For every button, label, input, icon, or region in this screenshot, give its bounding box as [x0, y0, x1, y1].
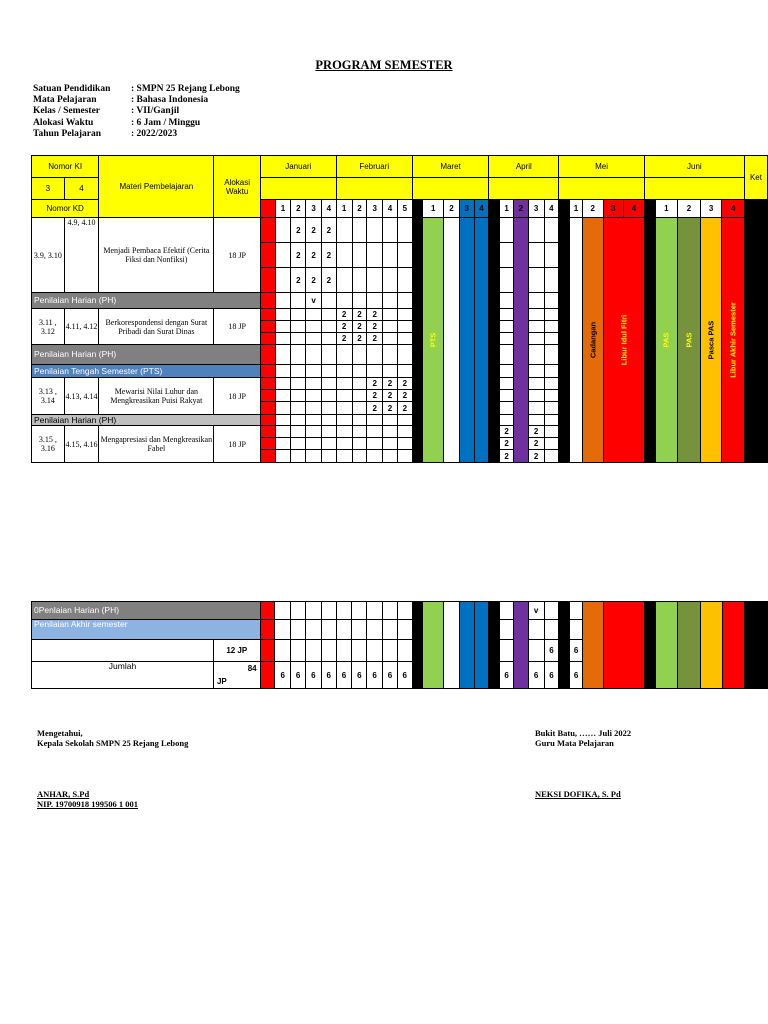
jp-mark: 2 — [321, 218, 336, 243]
jp-mark: 2 — [528, 426, 544, 438]
jp-mark: 2 — [528, 438, 544, 450]
left-signer-nip: NIP. 19700918 199506 1 001 — [37, 799, 138, 809]
six-mark: 6 — [544, 662, 559, 689]
jp-mark: 2 — [397, 378, 412, 390]
info-value: : VII/Ganjil — [131, 106, 180, 117]
kd4-cell: 4.11, 4.12 — [64, 309, 99, 345]
jp12-cell: 12 JP — [213, 640, 260, 662]
libur-akhir-semester-label: Libur Akhir Semester — [728, 302, 738, 378]
jp-mark: 2 — [336, 333, 352, 345]
materi-header: Materi Pembelajaran — [99, 156, 214, 218]
jp-cell: 18 JP — [214, 426, 261, 463]
info-label: Satuan Pendidikan — [33, 84, 111, 94]
week-number: 1 — [423, 200, 444, 218]
month-juni: Juni — [644, 156, 744, 178]
week-number: 3 — [459, 200, 474, 218]
jp-mark: 2 — [336, 321, 352, 333]
week-number: 1 — [570, 200, 583, 218]
ki4-header: 4 — [64, 178, 99, 200]
six-mark: 6 — [367, 662, 383, 689]
jp-mark: 2 — [291, 268, 306, 293]
materi-cell: Mengapresiasi dan Mengkreasikan Fabel — [99, 426, 214, 463]
left-signature — [37, 728, 188, 748]
six-mark: 6 — [291, 662, 306, 689]
week-number: 1 — [655, 200, 678, 218]
week-number: 3 — [528, 200, 544, 218]
six-mark: 6 — [275, 662, 291, 689]
jp-mark: 2 — [500, 426, 514, 438]
check-mark: v — [528, 602, 544, 620]
jp-mark: 2 — [291, 218, 306, 243]
info-value: : SMPN 25 Rejang Lebong — [131, 84, 240, 94]
jp-mark: 2 — [336, 309, 352, 321]
jp-mark: 2 — [306, 243, 322, 268]
kd3-cell: 3.9, 3.10 — [32, 218, 65, 293]
six-mark: 6 — [544, 640, 559, 662]
right-signer — [535, 789, 621, 799]
materi-cell: Menjadi Pembaca Efektif (Cerita Fiksi dan Nonfiksi) — [99, 218, 214, 293]
jp-mark: 2 — [528, 450, 544, 463]
summary-table — [31, 601, 768, 689]
penilaian-harian-row: Penilaian Harian (PH) — [32, 345, 261, 365]
jp-mark: 2 — [367, 390, 383, 402]
penilaian-harian-row: Penilaian Harian (PH) — [32, 415, 261, 426]
week-number: 4 — [474, 200, 489, 218]
materi-cell: Mewarisi Nilai Luhur dan Mengkreasikan Puisi Rakyat — [99, 378, 214, 415]
page-title: PROGRAM SEMESTER — [315, 58, 453, 72]
ki3-header: 3 — [32, 178, 65, 200]
jp-mark: 2 — [397, 390, 412, 402]
jp-mark: 2 — [291, 243, 306, 268]
week-number: 4 — [321, 200, 336, 218]
jp84-unit: JP — [216, 677, 227, 686]
info-label: Kelas / Semester — [33, 106, 101, 117]
six-mark: 6 — [397, 662, 412, 689]
week-number: 1 — [275, 200, 291, 218]
left-sig-line2: Kepala Sekolah SMPN 25 Rejang Lebong — [37, 738, 189, 748]
six-mark: 6 — [383, 662, 398, 689]
month-januari: Januari — [260, 156, 336, 178]
week-number: 4 — [624, 200, 645, 218]
week-number: 3 — [306, 200, 322, 218]
week-number: 2 — [444, 200, 460, 218]
six-mark: 6 — [352, 662, 367, 689]
ket-header: Ket — [744, 156, 767, 200]
week-number: 2 — [291, 200, 306, 218]
info-label: Tahun Pelajaran — [33, 128, 102, 139]
jp-mark: 2 — [500, 438, 514, 450]
kd4-cell: 4.9, 4.10 — [64, 218, 99, 293]
jumlah-label: Jumlah — [32, 662, 214, 689]
right-signature — [535, 728, 631, 748]
nomor-kd-header: Nomor KD — [32, 200, 99, 218]
jp-mark: 2 — [383, 378, 398, 390]
week-number: 1 — [500, 200, 514, 218]
pas-row: Penilaian Akhir semester — [32, 620, 261, 640]
six-mark: 6 — [305, 662, 321, 689]
bottom-ph-row: 0Penlaian Harian (PH) — [32, 602, 261, 620]
pas-band-label: PAS — [661, 332, 671, 348]
jp-mark: 2 — [367, 378, 383, 390]
six-mark: 6 — [321, 662, 336, 689]
left-sig-line1: Mengetahui, — [37, 728, 83, 738]
left-signer-name: ANHAR, S.Pd — [37, 789, 90, 799]
jp-mark: 2 — [321, 268, 336, 293]
pts-row: Penilaian Tengah Semester (PTS) — [32, 365, 261, 378]
left-signer — [37, 789, 138, 809]
week-number: 2 — [352, 200, 367, 218]
month-april: April — [489, 156, 559, 178]
info-label: Alokasi Waktu — [33, 117, 94, 128]
nomor-ki-header: Nomor KI — [32, 156, 99, 178]
jp-mark: 2 — [352, 321, 367, 333]
jp84-num: 84 — [247, 664, 257, 673]
right-signer-name: NEKSI DOFIKA, S. Pd — [535, 789, 621, 799]
six-mark: 6 — [500, 662, 514, 689]
info-value: : Bahasa Indonesia — [131, 95, 209, 106]
jp-cell: 18 JP — [214, 218, 261, 293]
semester-table — [31, 155, 768, 463]
month-februari: Februari — [336, 156, 412, 178]
kd4-cell: 4.15, 4.16 — [64, 426, 99, 463]
kd3-cell: 3.11 , 3.12 — [32, 309, 65, 345]
jp-mark: 2 — [306, 218, 322, 243]
month-mei: Mei — [559, 156, 645, 178]
kd4-cell: 4.13, 4.14 — [64, 378, 99, 415]
week-number: 2 — [513, 200, 528, 218]
pas-band-label: PAS — [684, 332, 694, 348]
week-number: 2 — [582, 200, 603, 218]
jp-mark: 2 — [352, 333, 367, 345]
week-number: 2 — [678, 200, 701, 218]
right-sig-line1: Bukit Batu, …… Juli 2022 — [535, 728, 632, 738]
check-mark: v — [306, 293, 322, 309]
jp-mark: 2 — [383, 390, 398, 402]
jp-mark: 2 — [352, 309, 367, 321]
kd3-cell: 3.13 , 3.14 — [32, 378, 65, 415]
pasca-pas-label: Pasca PAS — [706, 320, 716, 360]
jp-mark: 2 — [367, 309, 383, 321]
week-number: 5 — [397, 200, 412, 218]
week-number: 1 — [336, 200, 352, 218]
kd3-cell: 3.15 , 3.16 — [32, 426, 65, 463]
jp-mark: 2 — [367, 333, 383, 345]
jp-mark: 2 — [383, 402, 398, 415]
week-number: 4 — [383, 200, 398, 218]
pts-band-label: PTS — [428, 332, 438, 348]
week-number: 3 — [603, 200, 624, 218]
libur-idul-fitri-label: Libur Idul Fitri — [619, 314, 629, 366]
jp-mark: 2 — [367, 321, 383, 333]
jp-cell: 18 JP — [214, 378, 261, 415]
six-mark: 6 — [336, 662, 352, 689]
jp-mark: 2 — [321, 243, 336, 268]
right-sig-line2: Guru Mata Pelajaran — [535, 738, 614, 748]
materi-cell: Berkorespondensi dengan Surat Pribadi dan Surat Dinas — [99, 309, 214, 345]
info-value: : 6 Jam / Minggu — [131, 117, 201, 128]
info-label: Mata Pelajaran — [33, 95, 97, 106]
six-mark: 6 — [570, 640, 583, 662]
jp-mark: 2 — [367, 402, 383, 415]
jp-mark: 2 — [306, 268, 322, 293]
week-number: 4 — [544, 200, 559, 218]
six-mark: 6 — [528, 662, 544, 689]
penilaian-harian-row: Penilaian Harian (PH) — [32, 293, 261, 309]
week-number: 4 — [722, 200, 745, 218]
month-maret: Maret — [412, 156, 489, 178]
jp-cell: 18 JP — [214, 309, 261, 345]
jp-mark: 2 — [397, 402, 412, 415]
week-number: 3 — [700, 200, 722, 218]
six-mark: 6 — [570, 662, 583, 689]
cadangan-band-label: Cadangan — [588, 321, 598, 359]
jp-mark: 2 — [500, 450, 514, 463]
week-number: 3 — [367, 200, 383, 218]
identity-info — [33, 84, 240, 140]
alokasi-header: Alokasi Waktu — [214, 156, 261, 218]
info-value: : 2022/2023 — [131, 128, 178, 139]
